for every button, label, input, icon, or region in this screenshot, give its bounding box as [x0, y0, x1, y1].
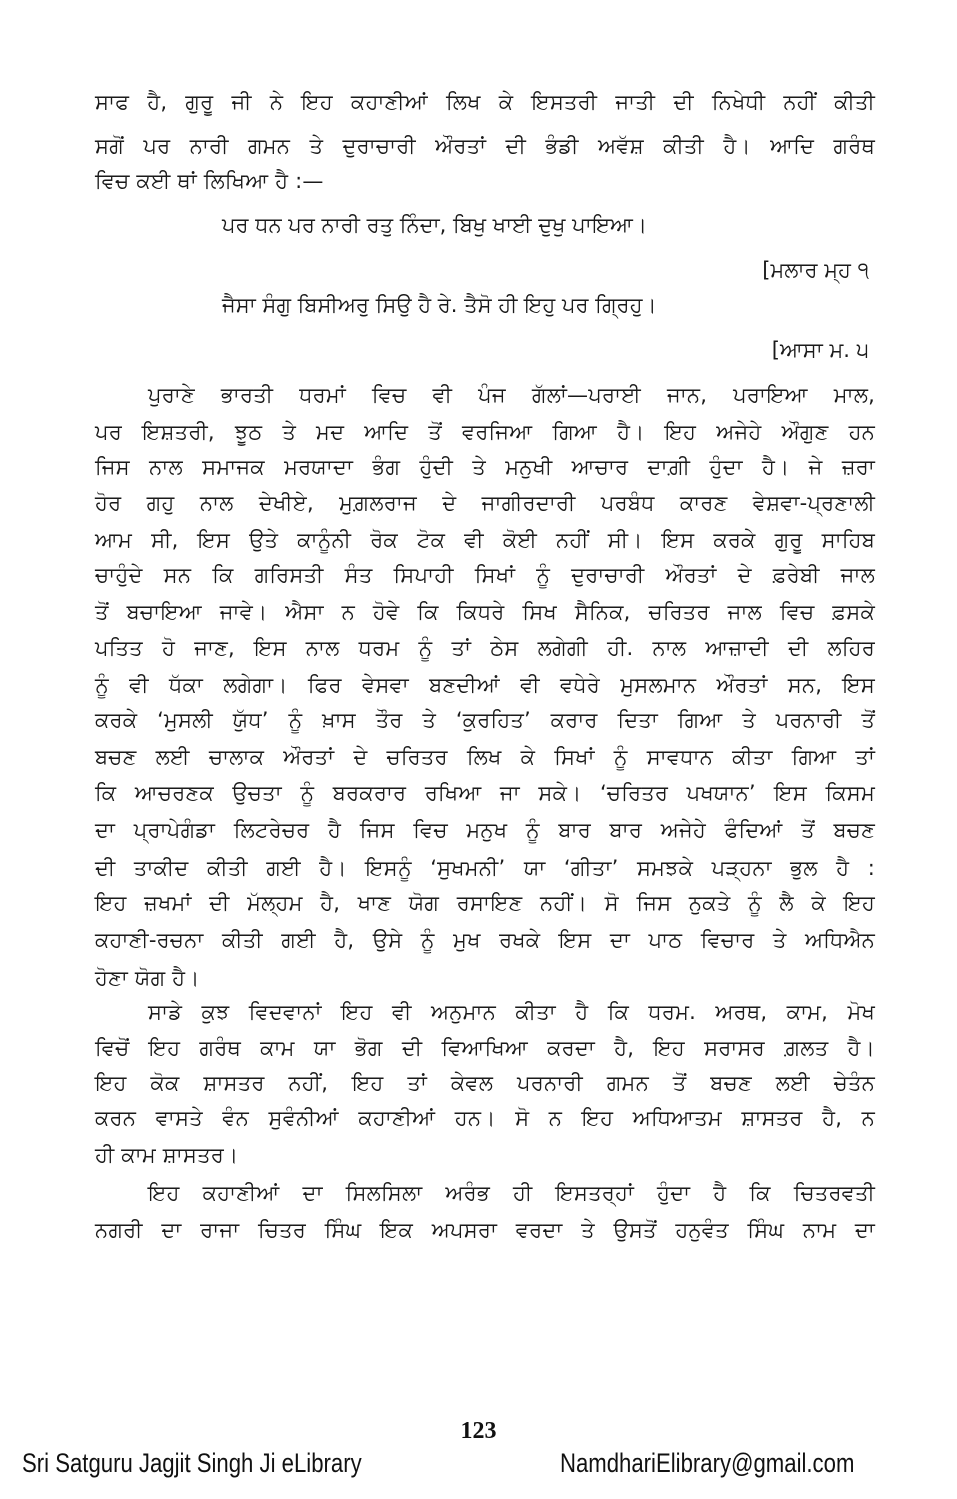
verse-quote: ਜੈਸਾ ਸੰਗੁ ਬਿਸੀਅਰੁ ਸਿਉ ਹੈ ਰੇ. ਤੈਸੋ ਹੀ ਇਹੁ ਪਰ ਗ੍ਰਿਹੁ। — [222, 293, 657, 317]
verse-quote: ਪਰ ਧਨ ਪਰ ਨਾਰੀ ਰਤੁ ਨਿੰਦਾ, ਬਿਖੁ ਖਾਈ ਦੁਖੁ ਪਾਇਆ। — [222, 213, 647, 237]
verse-reference: [ਆਸਾ ਮ. ੫ — [771, 338, 869, 362]
text-line: ਕਰਕੇ ‘ਮੁਸਲੀ ਯੁੱਧ’ ਨੂੰ ਖ਼ਾਸ ਤੌਰ ਤੇ ‘ਕੁਰਹਿਤ’ ਕਰਾਰ ਦਿਤਾ ਗਿਆ ਤੇ ਪਰਨਾਰੀ ਤੋਂ — [95, 708, 875, 732]
text-line: ਹੋਣਾ ਯੋਗ ਹੈ। — [95, 966, 200, 990]
text-line: ਹੋਰ ਗਹੁ ਨਾਲ ਦੇਖੀਏ, ਮੁਗ਼ਲਰਾਜ ਦੇ ਜਾਗੀਰਦਾਰੀ ਪਰਬੰਧ ਕਾਰਣ ਵੇਸ਼ਵਾ-ਪ੍ਰਣਾਲੀ — [95, 491, 875, 515]
text-line: ਪਰ ਇਸ਼ਤਰੀ, ਝੂਠ ਤੇ ਮਦ ਆਦਿ ਤੋਂ ਵਰਜਿਆ ਗਿਆ ਹੈ। ਇਹ ਅਜੇਹੇ ਔਗੁਣ ਹਨ — [95, 420, 875, 444]
text-line: ਸਗੋਂ ਪਰ ਨਾਰੀ ਗਮਨ ਤੇ ਦੁਰਾਚਾਰੀ ਔਰਤਾਂ ਦੀ ਭੰਡੀ ਅਵੱਸ਼ ਕੀਤੀ ਹੈ। ਆਦਿ ਗਰੰਥ — [95, 134, 875, 158]
text-line: ਕਿ ਆਚਰਣਕ ਉਚਤਾ ਨੂੰ ਬਰਕਰਾਰ ਰਖਿਆ ਜਾ ਸਕੇ। ‘ਚਰਿਤਰ ਪਖਯਾਨ’ ਇਸ ਕਿਸਮ — [95, 781, 875, 805]
text-line: ਚਾਹੁੰਦੇ ਸਨ ਕਿ ਗਰਿਸਤੀ ਸੰਤ ਸਿਪਾਹੀ ਸਿਖਾਂ ਨੂੰ ਦੁਰਾਚਾਰੀ ਔਰਤਾਂ ਦੇ ਫ਼ਰੇਬੀ ਜਾਲ — [95, 563, 875, 587]
text-line: ਵਿਚੋਂ ਇਹ ਗਰੰਥ ਕਾਮ ਯਾ ਭੋਗ ਦੀ ਵਿਆਖਿਆ ਕਰਦਾ ਹੈ, ਇਹ ਸਰਾਸਰ ਗ਼ਲਤ ਹੈ। — [95, 1036, 875, 1060]
verse-reference: [ਮਲਾਰ ਮ੍ਹ ੧ — [762, 258, 869, 282]
text-line: ਕਰਨ ਵਾਸਤੇ ਵੰਨ ਸੁਵੰਨੀਆਂ ਕਹਾਣੀਆਂ ਹਨ। ਸੋ ਨ ਇਹ ਅਧਿਆਤਮ ਸ਼ਾਸਤਰ ਹੈ, ਨ — [95, 1106, 875, 1130]
text-line: ਹੀ ਕਾਮ ਸ਼ਾਸਤਰ। — [95, 1143, 239, 1167]
text-line: ਨੂੰ ਵੀ ਧੱਕਾ ਲਗੇਗਾ। ਫਿਰ ਵੇਸਵਾ ਬਣਦੀਆਂ ਵੀ ਵਧੇਰੇ ਮੁਸਲਮਾਨ ਔਰਤਾਂ ਸਨ, ਇਸ — [95, 673, 875, 697]
text-line: ਸਾਫ ਹੈ, ਗੁਰੂ ਜੀ ਨੇ ਇਹ ਕਹਾਣੀਆਂ ਲਿਖ ਕੇ ਇਸਤਰੀ ਜਾਤੀ ਦੀ ਨਿਖੇਧੀ ਨਹੀਂ ਕੀਤੀ — [95, 90, 875, 114]
text-line: ਇਹ ਕੋਕ ਸ਼ਾਸਤਰ ਨਹੀਂ, ਇਹ ਤਾਂ ਕੇਵਲ ਪਰਨਾਰੀ ਗਮਨ ਤੋਂ ਬਚਣ ਲਈ ਚੇਤੰਨ — [95, 1071, 875, 1095]
paragraph-first-line: ਪੁਰਾਣੇ ਭਾਰਤੀ ਧਰਮਾਂ ਵਿਚ ਵੀ ਪੰਜ ਗੱਲਾਂ—ਪਰਾਈ ਜਾਨ, ਪਰਾਇਆ ਮਾਲ, — [148, 383, 875, 407]
page-number: 123 — [460, 1418, 497, 1444]
text-line: ਕਹਾਣੀ-ਰਚਨਾ ਕੀਤੀ ਗਈ ਹੈ, ਉਸੇ ਨੂੰ ਮੁਖ ਰਖਕੇ ਇਸ ਦਾ ਪਾਠ ਵਿਚਾਰ ਤੇ ਅਧਿਐਨ — [95, 928, 875, 952]
text-line: ਵਿਚ ਕਈ ਥਾਂ ਲਿਖਿਆ ਹੈ :— — [95, 169, 324, 193]
text-line: ਤੋਂ ਬਚਾਇਆ ਜਾਵੇ। ਐਸਾ ਨ ਹੋਵੇ ਕਿ ਕਿਧਰੇ ਸਿਖ ਸੈਨਿਕ, ਚਰਿਤਰ ਜਾਲ ਵਿਚ ਫ਼ਸਕੇ — [95, 600, 875, 624]
paragraph-first-line: ਇਹ ਕਹਾਣੀਆਂ ਦਾ ਸਿਲਸਿਲਾ ਅਰੰਭ ਹੀ ਇਸਤਰ੍ਹਾਂ ਹੁੰਦਾ ਹੈ ਕਿ ਚਿਤਰਵਤੀ — [148, 1181, 875, 1205]
text-line: ਦੀ ਤਾਕੀਦ ਕੀਤੀ ਗਈ ਹੈ। ਇਸਨੂੰ ‘ਸੁਖਮਨੀ’ ਯਾ ‘ਗੀਤਾ’ ਸਮਝਕੇ ਪੜ੍ਹਨਾ ਭੁਲ ਹੈ : — [95, 856, 875, 880]
footer-library-name: Sri Satguru Jagjit Singh Ji eLibrary — [22, 1448, 362, 1478]
paragraph-first-line: ਸਾਡੇ ਕੁਝ ਵਿਦਵਾਨਾਂ ਇਹ ਵੀ ਅਨੁਮਾਨ ਕੀਤਾ ਹੈ ਕਿ ਧਰਮ. ਅਰਥ, ਕਾਮ, ਮੋਖ — [148, 1000, 875, 1024]
text-line: ਬਚਣ ਲਈ ਚਾਲਾਕ ਔਰਤਾਂ ਦੇ ਚਰਿਤਰ ਲਿਖ ਕੇ ਸਿਖਾਂ ਨੂੰ ਸਾਵਧਾਨ ਕੀਤਾ ਗਿਆ ਤਾਂ — [95, 745, 875, 769]
text-line: ਜਿਸ ਨਾਲ ਸਮਾਜਕ ਮਰਯਾਦਾ ਭੰਗ ਹੁੰਦੀ ਤੇ ਮਨੁਖੀ ਆਚਾਰ ਦਾਗ਼ੀ ਹੁੰਦਾ ਹੈ। ਜੇ ਜ਼ਰਾ — [95, 455, 875, 479]
text-line: ਆਮ ਸੀ, ਇਸ ਉਤੇ ਕਾਨੂੰਨੀ ਰੋਕ ਟੋਕ ਵੀ ਕੋਈ ਨਹੀਂ ਸੀ। ਇਸ ਕਰਕੇ ਗੁਰੂ ਸਾਹਿਬ — [95, 528, 875, 552]
text-line: ਨਗਰੀ ਦਾ ਰਾਜਾ ਚਿਤਰ ਸਿੰਘ ਇਕ ਅਪਸਰਾ ਵਰਦਾ ਤੇ ਉਸਤੋਂ ਹਨੁਵੰਤ ਸਿੰਘ ਨਾਮ ਦਾ — [95, 1218, 875, 1242]
text-line: ਇਹ ਜ਼ਖਮਾਂ ਦੀ ਮੱਲ੍ਹਮ ਹੈ, ਖਾਣ ਯੋਗ ਰਸਾਇਣ ਨਹੀਂ। ਸੋ ਜਿਸ ਨੁਕਤੇ ਨੂੰ ਲੈ ਕੇ ਇਹ — [95, 891, 875, 915]
text-line: ਪਤਿਤ ਹੋ ਜਾਣ, ਇਸ ਨਾਲ ਧਰਮ ਨੂੰ ਤਾਂ ਠੇਸ ਲਗੇਗੀ ਹੀ. ਨਾਲ ਆਜ਼ਾਦੀ ਦੀ ਲਹਿਰ — [95, 636, 875, 660]
footer-email: NamdhariElibrary@gmail.com — [560, 1448, 855, 1478]
text-line: ਦਾ ਪ੍ਰਾਪੇਗੰਡਾ ਲਿਟਰੇਚਰ ਹੈ ਜਿਸ ਵਿਚ ਮਨੁਖ ਨੂੰ ਬਾਰ ਬਾਰ ਅਜੇਹੇ ਫੰਦਿਆਂ ਤੋਂ ਬਚਣ — [95, 818, 875, 842]
